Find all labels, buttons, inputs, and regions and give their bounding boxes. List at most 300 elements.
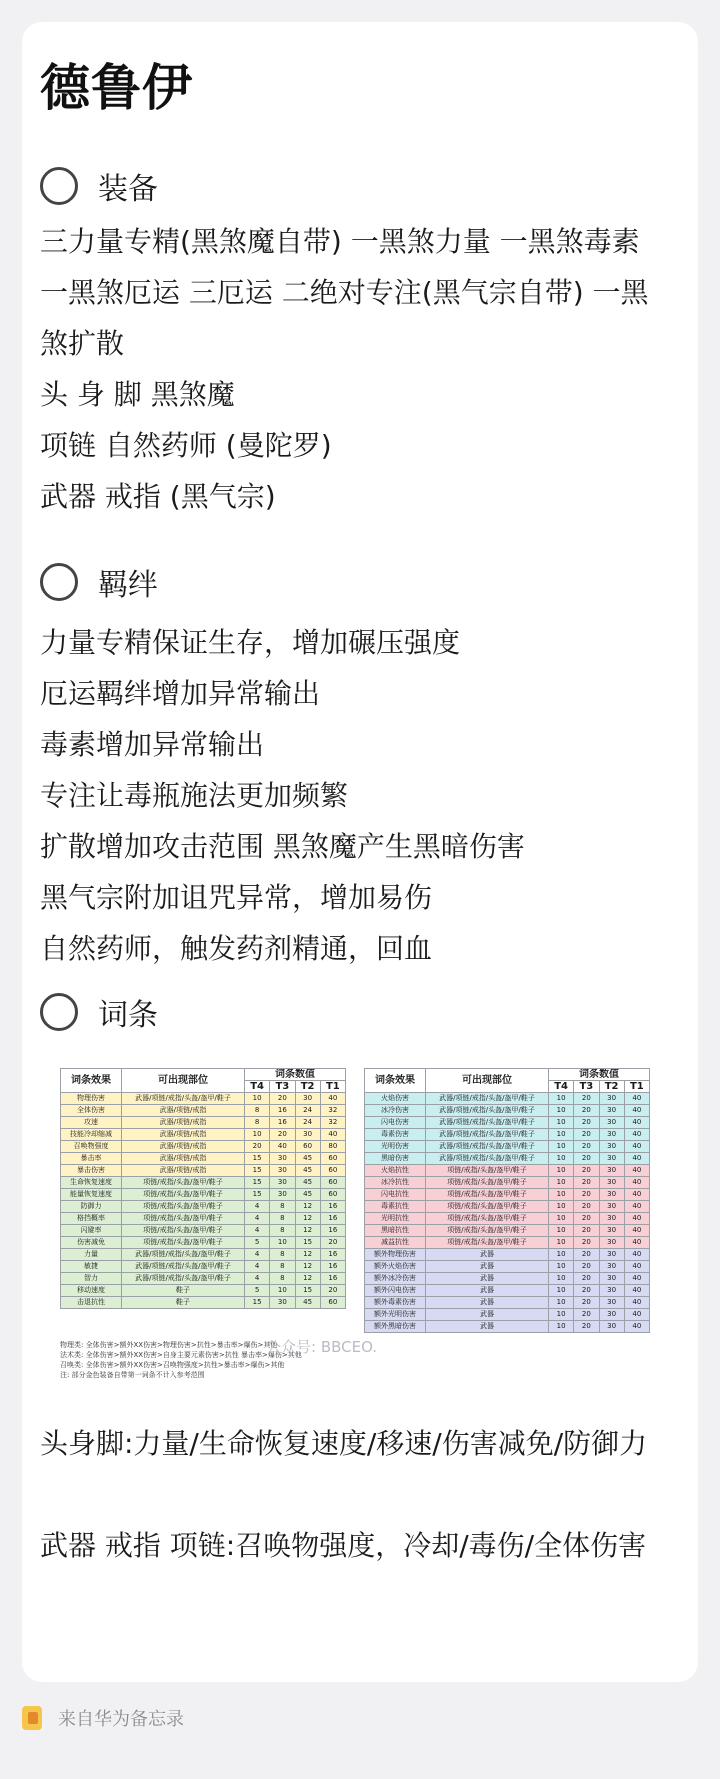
cell-slot: 武器 xyxy=(426,1321,549,1333)
cell-effect: 移动速度 xyxy=(61,1285,122,1297)
cell-slot: 武器/项链/戒指 xyxy=(122,1129,245,1141)
cell-slot: 项链/戒指/头盔/盔甲/鞋子 xyxy=(122,1201,245,1213)
cell-value: 8 xyxy=(245,1105,270,1117)
cell-value: 10 xyxy=(549,1117,574,1129)
cell-value: 40 xyxy=(270,1141,295,1153)
cell-value: 10 xyxy=(549,1177,574,1189)
cell-value: 10 xyxy=(245,1129,270,1141)
table-row xyxy=(365,1201,650,1213)
cell-value: 30 xyxy=(599,1213,624,1225)
cell-value: 45 xyxy=(295,1297,320,1309)
table-row xyxy=(365,1141,650,1153)
cell-effect: 智力 xyxy=(61,1273,122,1285)
cell-effect: 伤害减免 xyxy=(61,1237,122,1249)
cell-value: 30 xyxy=(295,1129,320,1141)
cell-value: 20 xyxy=(574,1237,599,1249)
cell-value: 20 xyxy=(574,1129,599,1141)
table-row xyxy=(61,1249,346,1261)
cell-slot: 武器 xyxy=(426,1261,549,1273)
cell-value: 40 xyxy=(624,1093,649,1105)
cell-value: 20 xyxy=(574,1117,599,1129)
header-effect: 词条效果 xyxy=(365,1069,426,1093)
cell-slot: 武器/项链/戒指/头盔/盔甲/鞋子 xyxy=(426,1129,549,1141)
cell-effect: 额外物理伤害 xyxy=(365,1249,426,1261)
cell-value: 40 xyxy=(624,1249,649,1261)
table-row xyxy=(61,1141,346,1153)
header-tier: T1 xyxy=(624,1081,649,1093)
table-row xyxy=(365,1297,650,1309)
cell-value: 30 xyxy=(599,1237,624,1249)
cell-value: 20 xyxy=(574,1249,599,1261)
section-label-affix: 词条 xyxy=(98,998,158,1033)
table-row xyxy=(61,1105,346,1117)
cell-value: 20 xyxy=(574,1273,599,1285)
cell-value: 10 xyxy=(549,1165,574,1177)
cell-effect: 技能冷却缩减 xyxy=(61,1129,122,1141)
cell-value: 12 xyxy=(295,1273,320,1285)
cell-value: 40 xyxy=(624,1261,649,1273)
cell-value: 10 xyxy=(549,1237,574,1249)
equipment-line: 项链 自然药师 (曼陀罗) xyxy=(40,429,332,462)
cell-value: 10 xyxy=(549,1213,574,1225)
cell-value: 30 xyxy=(599,1093,624,1105)
header-slot: 可出现部位 xyxy=(122,1069,245,1093)
equipment-line: 三力量专精(黑煞魔自带) 一黑煞力量 一黑煞毒素 一黑煞厄运 三厄运 二绝对专注(黑气宗自带) 一黑煞扩散 xyxy=(40,225,649,360)
cell-effect: 物理伤害 xyxy=(61,1093,122,1105)
cell-value: 10 xyxy=(549,1261,574,1273)
affix-table-right xyxy=(364,1068,650,1333)
cell-value: 20 xyxy=(574,1261,599,1273)
cell-effect: 额外毒素伤害 xyxy=(365,1297,426,1309)
cell-value: 8 xyxy=(270,1225,295,1237)
cell-value: 30 xyxy=(599,1297,624,1309)
cell-value: 12 xyxy=(295,1213,320,1225)
cell-effect: 闪避率 xyxy=(61,1225,122,1237)
cell-slot: 武器/项链/戒指 xyxy=(122,1105,245,1117)
cell-value: 15 xyxy=(245,1177,270,1189)
cell-value: 60 xyxy=(320,1153,345,1165)
cell-effect: 能量恢复速度 xyxy=(61,1189,122,1201)
cell-slot: 武器/项链/戒指/头盔/盔甲/鞋子 xyxy=(122,1249,245,1261)
table-note: 物理类: 全体伤害>额外XX伤害>物理伤害>抗性>暴击率>爆伤>其他 xyxy=(60,1341,278,1349)
cell-slot: 武器/项链/戒指/头盔/盔甲/鞋子 xyxy=(426,1141,549,1153)
cell-value: 10 xyxy=(549,1309,574,1321)
cell-effect: 黑暗伤害 xyxy=(365,1153,426,1165)
cell-value: 20 xyxy=(574,1297,599,1309)
cell-effect: 冰冷伤害 xyxy=(365,1105,426,1117)
cell-value: 30 xyxy=(599,1105,624,1117)
cell-value: 60 xyxy=(320,1177,345,1189)
table-row xyxy=(61,1117,346,1129)
cell-value: 4 xyxy=(245,1201,270,1213)
cell-value: 16 xyxy=(320,1261,345,1273)
cell-slot: 项链/戒指/头盔/盔甲/鞋子 xyxy=(426,1189,549,1201)
cell-effect: 暴击伤害 xyxy=(61,1165,122,1177)
cell-value: 45 xyxy=(295,1189,320,1201)
cell-value: 40 xyxy=(624,1117,649,1129)
cell-slot: 武器/项链/戒指/头盔/盔甲/鞋子 xyxy=(426,1093,549,1105)
table-row xyxy=(61,1129,346,1141)
table-row xyxy=(61,1273,346,1285)
table-row xyxy=(365,1273,650,1285)
table-row xyxy=(61,1165,346,1177)
cell-value: 4 xyxy=(245,1225,270,1237)
cell-value: 30 xyxy=(599,1189,624,1201)
bond-line: 毒素增加异常输出 xyxy=(40,728,265,761)
cell-value: 24 xyxy=(295,1117,320,1129)
cell-value: 10 xyxy=(549,1285,574,1297)
cell-value: 20 xyxy=(245,1141,270,1153)
cell-slot: 项链/戒指/头盔/盔甲/鞋子 xyxy=(426,1201,549,1213)
cell-value: 5 xyxy=(245,1285,270,1297)
table-row xyxy=(61,1285,346,1297)
cell-value: 30 xyxy=(599,1273,624,1285)
cell-value: 40 xyxy=(624,1225,649,1237)
cell-value: 12 xyxy=(295,1225,320,1237)
cell-slot: 项链/戒指/头盔/盔甲/鞋子 xyxy=(426,1213,549,1225)
cell-value: 30 xyxy=(599,1261,624,1273)
cell-value: 40 xyxy=(624,1237,649,1249)
cell-value: 4 xyxy=(245,1249,270,1261)
cell-value: 60 xyxy=(295,1141,320,1153)
header-tier: T1 xyxy=(320,1081,345,1093)
checklist-item-bond[interactable] xyxy=(40,560,158,604)
cell-value: 15 xyxy=(245,1165,270,1177)
affix-line: 头身脚:力量/生命恢复速度/移速/伤害减免/防御力 xyxy=(40,1427,648,1460)
cell-effect: 额外光明伤害 xyxy=(365,1309,426,1321)
cell-slot: 鞋子 xyxy=(122,1285,245,1297)
cell-slot: 项链/戒指/头盔/盔甲/鞋子 xyxy=(426,1177,549,1189)
table-row xyxy=(365,1261,650,1273)
cell-value: 20 xyxy=(270,1093,295,1105)
cell-effect: 火焰抗性 xyxy=(365,1165,426,1177)
affix-line: 武器 戒指 项链:召唤物强度，冷却/毒伤/全体伤害 xyxy=(40,1529,647,1562)
footer xyxy=(22,1704,184,1732)
cell-value: 15 xyxy=(245,1153,270,1165)
table-note: 法术类: 全体伤害>额外XX伤害>自身主要元素伤害>抗性 暴击率>爆伤>其他 xyxy=(60,1351,302,1359)
cell-value: 10 xyxy=(549,1153,574,1165)
cell-slot: 武器 xyxy=(426,1297,549,1309)
cell-value: 32 xyxy=(320,1117,345,1129)
cell-value: 10 xyxy=(549,1141,574,1153)
cell-value: 15 xyxy=(295,1237,320,1249)
cell-slot: 武器 xyxy=(426,1309,549,1321)
cell-value: 30 xyxy=(599,1309,624,1321)
cell-value: 40 xyxy=(624,1153,649,1165)
cell-slot: 项链/戒指/头盔/盔甲/鞋子 xyxy=(122,1237,245,1249)
table-row xyxy=(365,1093,650,1105)
cell-slot: 项链/戒指/头盔/盔甲/鞋子 xyxy=(122,1177,245,1189)
cell-value: 30 xyxy=(599,1141,624,1153)
cell-value: 20 xyxy=(574,1141,599,1153)
header-values: 词条数值 xyxy=(549,1069,650,1081)
header-tier: T2 xyxy=(295,1081,320,1093)
cell-value: 40 xyxy=(320,1093,345,1105)
cell-value: 40 xyxy=(624,1285,649,1297)
cell-slot: 武器/项链/戒指/头盔/盔甲/鞋子 xyxy=(122,1093,245,1105)
cell-value: 20 xyxy=(574,1225,599,1237)
bond-line: 扩散增加攻击范围 黑煞魔产生黑暗伤害 xyxy=(40,830,525,863)
cell-value: 30 xyxy=(270,1153,295,1165)
cell-value: 30 xyxy=(599,1165,624,1177)
table-row xyxy=(61,1297,346,1309)
cell-slot: 项链/戒指/头盔/盔甲/鞋子 xyxy=(122,1213,245,1225)
table-row xyxy=(61,1177,346,1189)
table-note: 召唤类: 全体伤害>额外XX伤害>召唤物强度>抗性>暴击率>爆伤>其他 xyxy=(60,1361,285,1369)
header-tier: T4 xyxy=(245,1081,270,1093)
cell-value: 10 xyxy=(549,1273,574,1285)
cell-effect: 攻速 xyxy=(61,1117,122,1129)
cell-value: 16 xyxy=(320,1225,345,1237)
bond-line: 自然药师，触发药剂精通，回血 xyxy=(40,932,433,965)
cell-value: 15 xyxy=(245,1189,270,1201)
table-row xyxy=(61,1189,346,1201)
cell-slot: 项链/戒指/头盔/盔甲/鞋子 xyxy=(426,1165,549,1177)
cell-effect: 毒素抗性 xyxy=(365,1201,426,1213)
cell-value: 8 xyxy=(270,1213,295,1225)
cell-value: 60 xyxy=(320,1165,345,1177)
cell-value: 40 xyxy=(624,1165,649,1177)
cell-slot: 武器/项链/戒指 xyxy=(122,1141,245,1153)
cell-value: 30 xyxy=(295,1093,320,1105)
table-row xyxy=(61,1153,346,1165)
cell-slot: 武器/项链/戒指 xyxy=(122,1117,245,1129)
cell-effect: 力量 xyxy=(61,1249,122,1261)
cell-value: 10 xyxy=(549,1129,574,1141)
cell-effect: 击退抗性 xyxy=(61,1297,122,1309)
cell-effect: 闪电伤害 xyxy=(365,1117,426,1129)
header-effect: 词条效果 xyxy=(61,1069,122,1093)
bond-line: 力量专精保证生存，增加碾压强度 xyxy=(40,626,461,659)
cell-value: 40 xyxy=(624,1213,649,1225)
table-row xyxy=(365,1309,650,1321)
cell-value: 16 xyxy=(270,1117,295,1129)
cell-value: 30 xyxy=(599,1285,624,1297)
cell-value: 20 xyxy=(574,1213,599,1225)
table-row xyxy=(61,1237,346,1249)
cell-effect: 召唤物强度 xyxy=(61,1141,122,1153)
cell-value: 12 xyxy=(295,1201,320,1213)
cell-slot: 武器/项链/戒指/头盔/盔甲/鞋子 xyxy=(426,1117,549,1129)
checkbox-circle-icon[interactable] xyxy=(40,993,78,1031)
cell-value: 16 xyxy=(320,1249,345,1261)
table-row xyxy=(365,1177,650,1189)
cell-value: 40 xyxy=(624,1321,649,1333)
cell-value: 20 xyxy=(574,1309,599,1321)
watermark: 公众号: BBCEO. xyxy=(266,1338,378,1356)
cell-slot: 项链/戒指/头盔/盔甲/鞋子 xyxy=(122,1225,245,1237)
bond-line: 黑气宗附加诅咒异常，增加易伤 xyxy=(40,881,433,914)
cell-value: 20 xyxy=(574,1321,599,1333)
cell-slot: 武器 xyxy=(426,1249,549,1261)
table-row xyxy=(61,1261,346,1273)
cell-value: 20 xyxy=(574,1189,599,1201)
cell-value: 20 xyxy=(574,1093,599,1105)
table-row xyxy=(365,1285,650,1297)
cell-value: 80 xyxy=(320,1141,345,1153)
cell-value: 10 xyxy=(549,1225,574,1237)
cell-value: 32 xyxy=(320,1105,345,1117)
cell-slot: 鞋子 xyxy=(122,1297,245,1309)
cell-value: 10 xyxy=(270,1237,295,1249)
equipment-line: 头 身 脚 黑煞魔 xyxy=(40,378,235,411)
cell-value: 20 xyxy=(270,1129,295,1141)
table-row xyxy=(365,1213,650,1225)
cell-value: 10 xyxy=(245,1093,270,1105)
cell-slot: 项链/戒指/头盔/盔甲/鞋子 xyxy=(426,1237,549,1249)
header-tier: T4 xyxy=(549,1081,574,1093)
header-values: 词条数值 xyxy=(245,1069,346,1081)
cell-value: 45 xyxy=(295,1153,320,1165)
footer-source-text: 来自华为备忘录 xyxy=(58,1709,184,1730)
bond-line: 专注让毒瓶施法更加频繁 xyxy=(40,779,349,812)
cell-slot: 武器/项链/戒指/头盔/盔甲/鞋子 xyxy=(122,1273,245,1285)
table-row xyxy=(61,1225,346,1237)
cell-value: 30 xyxy=(599,1129,624,1141)
checkbox-circle-icon[interactable] xyxy=(40,563,78,601)
cell-value: 30 xyxy=(270,1189,295,1201)
cell-value: 4 xyxy=(245,1261,270,1273)
cell-value: 20 xyxy=(574,1153,599,1165)
checklist-item-affix[interactable] xyxy=(40,990,158,1034)
table-row xyxy=(61,1213,346,1225)
cell-value: 40 xyxy=(624,1297,649,1309)
table-row xyxy=(365,1165,650,1177)
cell-value: 30 xyxy=(270,1177,295,1189)
cell-value: 16 xyxy=(320,1201,345,1213)
table-note: 注: 部分金色装备自带第一词条不计入参考范围 xyxy=(60,1371,205,1379)
cell-slot: 武器/项链/戒指 xyxy=(122,1153,245,1165)
cell-value: 20 xyxy=(574,1177,599,1189)
cell-effect: 黑暗抗性 xyxy=(365,1225,426,1237)
cell-effect: 暴击率 xyxy=(61,1153,122,1165)
cell-effect: 额外闪电伤害 xyxy=(365,1285,426,1297)
cell-effect: 敏捷 xyxy=(61,1261,122,1273)
cell-value: 20 xyxy=(574,1201,599,1213)
table-row xyxy=(365,1105,650,1117)
affix-table-image xyxy=(40,1038,666,1398)
cell-value: 16 xyxy=(270,1105,295,1117)
cell-value: 40 xyxy=(624,1129,649,1141)
bond-line: 厄运羁绊增加异常输出 xyxy=(40,677,321,710)
cell-slot: 武器/项链/戒指 xyxy=(122,1165,245,1177)
section-label-bond: 羁绊 xyxy=(98,568,158,603)
cell-value: 10 xyxy=(549,1189,574,1201)
cell-value: 10 xyxy=(549,1321,574,1333)
cell-value: 60 xyxy=(320,1189,345,1201)
header-tier: T3 xyxy=(270,1081,295,1093)
cell-slot: 项链/戒指/头盔/盔甲/鞋子 xyxy=(122,1189,245,1201)
cell-value: 30 xyxy=(599,1117,624,1129)
cell-value: 30 xyxy=(270,1297,295,1309)
table-row xyxy=(61,1093,346,1105)
cell-effect: 格挡概率 xyxy=(61,1213,122,1225)
cell-value: 10 xyxy=(549,1249,574,1261)
cell-value: 10 xyxy=(270,1285,295,1297)
checklist-item-equipment[interactable] xyxy=(40,164,158,208)
cell-effect: 额外黑暗伤害 xyxy=(365,1321,426,1333)
table-row xyxy=(365,1225,650,1237)
cell-value: 40 xyxy=(624,1309,649,1321)
cell-value: 8 xyxy=(270,1261,295,1273)
cell-value: 45 xyxy=(295,1177,320,1189)
cell-value: 4 xyxy=(245,1273,270,1285)
section-label-equipment: 装备 xyxy=(98,172,158,207)
cell-effect: 生命恢复速度 xyxy=(61,1177,122,1189)
cell-value: 12 xyxy=(295,1261,320,1273)
table-row xyxy=(61,1201,346,1213)
cell-value: 30 xyxy=(599,1177,624,1189)
cell-slot: 武器/项链/戒指/头盔/盔甲/鞋子 xyxy=(122,1261,245,1273)
cell-slot: 武器/项链/戒指/头盔/盔甲/鞋子 xyxy=(426,1105,549,1117)
cell-value: 8 xyxy=(270,1249,295,1261)
cell-effect: 光明抗性 xyxy=(365,1213,426,1225)
cell-slot: 武器 xyxy=(426,1285,549,1297)
table-row xyxy=(365,1189,650,1201)
note-title: 德鲁伊 xyxy=(40,59,193,117)
cell-value: 16 xyxy=(320,1213,345,1225)
table-row xyxy=(365,1153,650,1165)
cell-value: 8 xyxy=(270,1273,295,1285)
cell-value: 30 xyxy=(599,1153,624,1165)
cell-value: 20 xyxy=(574,1105,599,1117)
cell-value: 8 xyxy=(270,1201,295,1213)
checkbox-circle-icon[interactable] xyxy=(40,167,78,205)
cell-effect: 光明伤害 xyxy=(365,1141,426,1153)
cell-value: 20 xyxy=(574,1165,599,1177)
cell-value: 30 xyxy=(599,1321,624,1333)
cell-value: 24 xyxy=(295,1105,320,1117)
cell-value: 20 xyxy=(320,1237,345,1249)
table-row xyxy=(365,1237,650,1249)
table-row xyxy=(365,1321,650,1333)
affix-table-left xyxy=(60,1068,346,1309)
cell-value: 10 xyxy=(549,1201,574,1213)
header-tier: T2 xyxy=(599,1081,624,1093)
cell-value: 30 xyxy=(599,1225,624,1237)
cell-value: 10 xyxy=(549,1297,574,1309)
cell-value: 40 xyxy=(624,1273,649,1285)
cell-value: 8 xyxy=(245,1117,270,1129)
cell-value: 16 xyxy=(320,1273,345,1285)
cell-effect: 闪电抗性 xyxy=(365,1189,426,1201)
cell-value: 40 xyxy=(624,1177,649,1189)
cell-slot: 武器/项链/戒指/头盔/盔甲/鞋子 xyxy=(426,1153,549,1165)
cell-value: 45 xyxy=(295,1165,320,1177)
huawei-notes-app-icon xyxy=(22,1706,42,1730)
cell-value: 30 xyxy=(270,1165,295,1177)
cell-value: 5 xyxy=(245,1237,270,1249)
cell-effect: 额外火焰伤害 xyxy=(365,1261,426,1273)
cell-value: 4 xyxy=(245,1213,270,1225)
cell-effect: 火焰伤害 xyxy=(365,1093,426,1105)
cell-value: 40 xyxy=(320,1129,345,1141)
cell-value: 20 xyxy=(574,1285,599,1297)
header-tier: T3 xyxy=(574,1081,599,1093)
cell-value: 40 xyxy=(624,1189,649,1201)
cell-value: 30 xyxy=(599,1249,624,1261)
cell-value: 15 xyxy=(245,1297,270,1309)
cell-value: 10 xyxy=(549,1105,574,1117)
cell-value: 20 xyxy=(320,1285,345,1297)
cell-slot: 项链/戒指/头盔/盔甲/鞋子 xyxy=(426,1225,549,1237)
cell-effect: 减益抗性 xyxy=(365,1237,426,1249)
table-row xyxy=(365,1117,650,1129)
cell-effect: 冰冷抗性 xyxy=(365,1177,426,1189)
cell-effect: 毒素伤害 xyxy=(365,1129,426,1141)
cell-effect: 额外冰冷伤害 xyxy=(365,1273,426,1285)
cell-value: 12 xyxy=(295,1249,320,1261)
